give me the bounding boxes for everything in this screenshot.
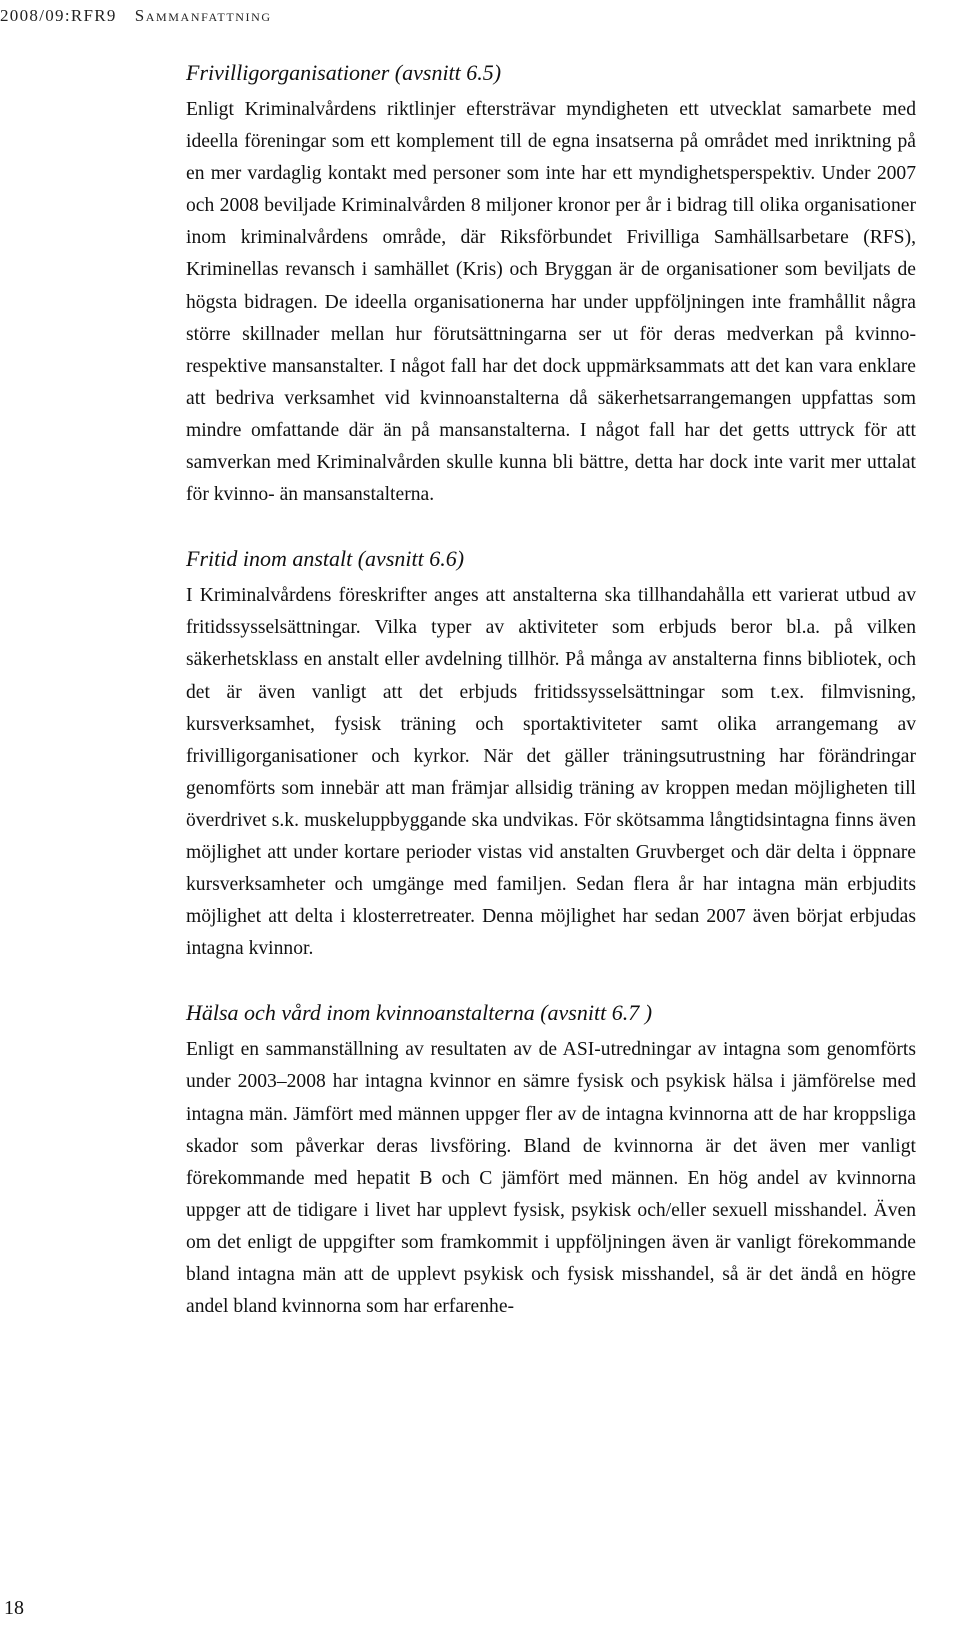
- running-header-section: Sammanfattning: [134, 6, 272, 25]
- page-content: [186, 58, 916, 1323]
- section-heading-halsa-och-vard: Hälsa och vård inom kvinnoanstalterna (avsnitt 6.7 ): [186, 1000, 653, 1026]
- page-number: 18: [4, 1597, 24, 1619]
- section-body-frivilligorganisationer: Enligt Kriminalvårdens riktlinjer eftersträvar myndigheten ett utvecklat samarbete med ideella föreningar som ett komplement till de egna insatserna på området med inriktning på en mer vardaglig kontakt med personer som inte har ett myndighetsperspektiv. Under 2007 och 2008 beviljade Kriminalvården 8 miljoner kronor per år i bidrag till olika organisationer inom kriminalvårdens område, där Riksförbundet Frivilliga Samhällsarbetare (RFS), Kriminellas revansch i samhället (Kris) och Bryggan är de organisationer som beviljats de högsta bidragen. De ideella organisationerna har under uppföljningen inte framhållit några större skillnader mellan hur förutsättningarna ser ut för deras medverkan på kvinno- respektive mansanstalter. I något fall har det dock uppmärksammats att det kan vara enklare att bedriva verksamhet vid kvinnoanstalterna då säkerhetsarrangemangen uppfattas som mindre omfattande där än på mansanstalterna. I något fall har det getts uttryck för att samverkan med Kriminalvården skulle kunna bli bättre, detta har dock inte varit mer uttalat för kvinno- än mansanstalterna.: [186, 99, 916, 506]
- running-header: [0, 6, 272, 26]
- section-heading-frivilligorganisationer: Frivilligorganisationer (avsnitt 6.5): [186, 60, 502, 85]
- section-body-fritid: I Kriminalvårdens föreskrifter anges att anstalterna ska tillhandahålla ett varierat utbud av fritidssysselsättningar. Vilka typer av aktiviteter som erbjuds beror bl.a. på vilken säkerhetsklass en anstalt eller avdelning tillhör. På många av anstalterna finns bibliotek, och det är även vanligt att det erbjuds fritidssysselsättningar som t.ex. filmvisning, kursverksamhet, fysisk träning och sportaktiviteter samt olika arrangemang av frivilligorganisationer och kyrkor. När det gäller träningsutrustning har förändringar genomförts som innebär att man främjar allsidig träning av kroppen medan möjligheten till överdrivet s.k. muskeluppbyggande ska undvikas. För skötsamma långtidsintagna finns även möjlighet att under kortare perioder vistas vid anstalten Gruvberget och där delta i öppnare kursverksamheter och umgänge med familjen. Sedan flera år har intagna män erbjudits möjlighet att delta i klosterretreater. Denna möjlighet har sedan 2007 även börjat erbjudas intagna kvinnor.: [186, 585, 916, 960]
- report-id: 2008/09:RFR9: [0, 6, 117, 25]
- section-heading-fritid: Fritid inom anstalt (avsnitt 6.6): [186, 546, 465, 572]
- section-body-halsa-och-vard: Enligt en sammanställning av resultaten av de ASI-utredningar av intagna som genomförts under 2003–2008 har intagna kvinnor en sämre fysisk och psykisk hälsa i jämförelse med intagna män. Jämfört med männen uppger fler av de intagna kvinnorna att de har kroppsliga skador som påverkar deras livsföring. Bland de kvinnorna är det även mer vanligt förekommande med hepatit B och C jämfört med männen. En hög andel av kvinnorna uppger att de tidigare i livet har upplevt fysisk, psykisk och/eller sexuell misshandel. Även om det enligt de uppgifter som framkommit i uppföljningen även är vanligt förekommande bland intagna män att de upplevt psykisk och fysisk misshandel, så är det ändå en högre andel bland kvinnorna som har erfarenhe-: [186, 1039, 916, 1318]
